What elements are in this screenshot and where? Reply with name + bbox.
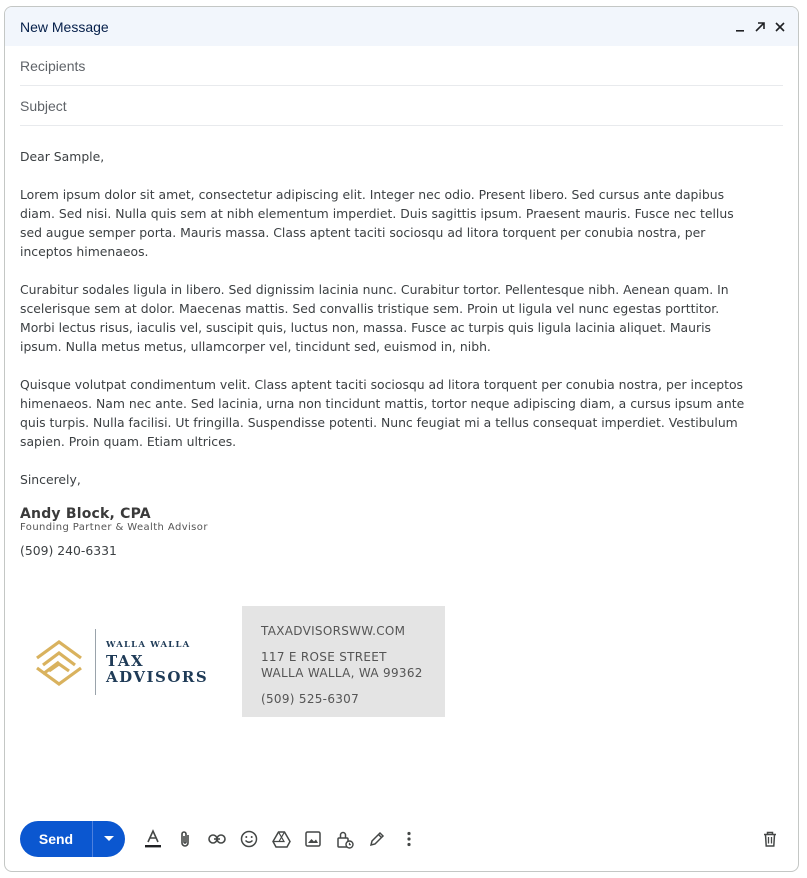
format-text-icon[interactable] [137, 823, 169, 855]
signature-name: Andy Block, CPA [20, 506, 151, 522]
subject-field [20, 86, 783, 126]
company-logo [33, 627, 223, 697]
more-options-icon[interactable] [393, 823, 425, 855]
recipients-input[interactable] [20, 58, 783, 74]
compose-toolbar [20, 821, 786, 857]
attach-icon[interactable] [169, 823, 201, 855]
link-icon[interactable] [201, 823, 233, 855]
spacer [261, 681, 426, 691]
close-icon[interactable] [772, 19, 788, 35]
trash-icon[interactable] [754, 823, 786, 855]
logo-text [106, 640, 208, 685]
caret-down-icon [104, 836, 114, 842]
expand-icon[interactable] [752, 19, 768, 35]
formatting-tools [137, 823, 425, 855]
compose-window [4, 6, 799, 872]
minimize-icon[interactable] [732, 19, 748, 35]
website-link[interactable]: TAXADVISORSWW.COM [261, 624, 406, 638]
greeting: Dear Sample, [20, 149, 105, 164]
recipients-field [20, 46, 783, 86]
office-phone: (509) 525-6307 [261, 692, 360, 706]
signature-role: Founding Partner & Wealth Advisor [20, 522, 208, 533]
photo-icon[interactable] [297, 823, 329, 855]
signature-icon[interactable] [361, 823, 393, 855]
address-line-1: 117 E ROSE STREET [261, 650, 387, 664]
chevron-logo-icon [33, 638, 85, 686]
send-options-button[interactable] [93, 821, 125, 857]
contact-card [242, 606, 445, 717]
drive-icon[interactable] [265, 823, 297, 855]
logo-line-3: ADVISORS [106, 667, 209, 686]
address-line-2: WALLA WALLA, WA 99362 [261, 666, 423, 680]
confidential-icon[interactable] [329, 823, 361, 855]
window-controls [732, 19, 788, 35]
logo-divider [95, 629, 96, 695]
subject-input[interactable] [20, 98, 783, 114]
message-body[interactable] [20, 147, 745, 560]
emoji-icon[interactable] [233, 823, 265, 855]
compose-title: New Message [20, 18, 109, 35]
signature-phone: (509) 240-6331 [20, 543, 117, 558]
logo-line-1: WALLA WALLA [106, 639, 191, 650]
body-paragraph: Lorem ipsum dolor sit amet, consectetur adipiscing elit. Integer nec odio. Present libero. Sed cursus ante dapibus diam. Sed nisi. Nulla quis sem at nibh elementum imperdiet. Duis sagittis ipsum. Praesent mauris. Fusce nec tellus sed augue semper porta. Mauris massa. Class aptent taciti sociosqu ad litora torquent per conubia nostra, per inceptos himenaeos. [20, 187, 734, 259]
body-paragraph: Quisque volutpat condimentum velit. Class aptent taciti sociosqu ad litora torquent per conubia nostra, per inceptos himenaeos. Nam nec ante. Sed lacinia, urna non tincidunt mattis, tortor neque adipiscing diam, a cursus ipsum ante quis turpis. Nulla facilisi. Ut fringilla. Suspendisse potenti. Nunc feugiat mi a tellus consequat imperdiet. Vestibulum sapien. Proin quam. Etiam ultrices. [20, 377, 745, 449]
send-button[interactable]: Send [38, 831, 74, 847]
spacer [261, 639, 426, 649]
logo-line-2: TAX [106, 651, 145, 670]
send-button-group [20, 821, 125, 857]
body-paragraph: Curabitur sodales ligula in libero. Sed dignissim lacinia nunc. Curabitur tortor. Pellentesque nibh. Aenean quam. In scelerisque sem at dolor. Maecenas mattis. Sed convallis tristique sem. Proin ut ligula vel nunc egestas porttitor. Morbi lectus risus, iaculis vel, suscipit quis, luctus non, massa. Fusce ac turpis quis ligula lacinia aliquet. Mauris ipsum. Nulla metus metus, ullamcorper vel, tincidunt sed, euismod in, nibh. [20, 282, 729, 354]
compose-titlebar[interactable] [5, 7, 798, 46]
closing: Sincerely, [20, 472, 81, 487]
